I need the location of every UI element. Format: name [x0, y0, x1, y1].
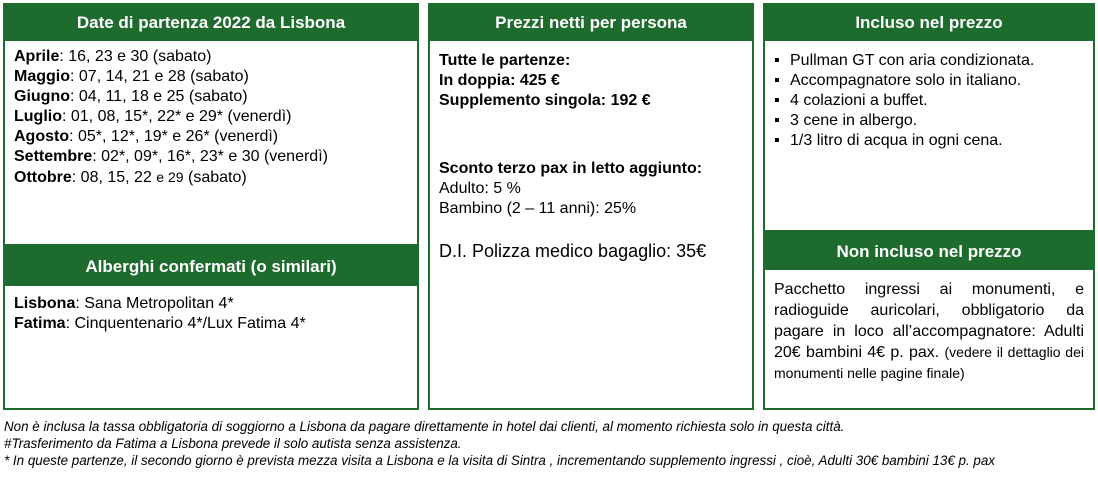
adult-discount: Adulto: 5 %: [439, 180, 521, 197]
included-item: ▪ Accompagnatore solo in italiano.: [774, 71, 1084, 91]
date-row-august: Agosto: 05*, 12*, 19* e 26* (venerdì): [14, 128, 279, 145]
footnotes: [4, 418, 1094, 469]
included-item: ▪ 1/3 litro di acqua in ogni cena.: [774, 131, 1084, 151]
hotels-box: [3, 246, 419, 410]
prices-title: Prezzi netti per persona: [430, 5, 752, 41]
prices-box: [428, 3, 754, 410]
child-discount: Bambino (2 – 11 anni): 25%: [439, 200, 637, 217]
date-row-september: Settembre: 02*, 09*, 16*, 23* e 30 (venerdì): [14, 148, 328, 165]
included-title: Incluso nel prezzo: [765, 5, 1093, 41]
included-item: ▪ Pullman GT con aria condizionata.: [774, 51, 1084, 71]
footnote-sintra: * In queste partenze, il secondo giorno è prevista mezza visita a Lisbona e la visita di Sintra , incrementando supplemento ingressi , cioè, Adulti 30€ bambini 13€ p. pax: [4, 453, 995, 468]
date-row-may: Maggio: 07, 14, 21 e 28 (sabato): [14, 68, 249, 85]
departure-dates-box: [3, 3, 419, 246]
third-pax-label: Sconto terzo pax in letto aggiunto:: [439, 160, 703, 177]
departure-dates-list: [5, 41, 417, 194]
date-row-june: Giugno: 04, 11, 18 e 25 (sabato): [14, 88, 248, 105]
date-row-july: Luglio: 01, 08, 15*, 22* e 29* (venerdì): [14, 108, 292, 125]
hotel-row-lisbon: Lisbona: Sana Metropolitan 4*: [14, 295, 234, 312]
hotels-list: [5, 286, 417, 340]
footnote-transfer: #Trasferimento da Fatima a Lisbona prevede il solo autista senza assistenza.: [4, 436, 462, 451]
not-included-text: Pacchetto ingressi ai monumenti, e radioguide auricolari, obbligatorio da pagare in loco all’accompagnatore: Adulti 20€ bambini 4€ p. pax. (vedere il dettaglio dei monumenti nelle pagine finale): [774, 281, 1084, 381]
footnote-city-tax: Non è inclusa la tassa obbligatoria di soggiorno a Lisbona da pagare direttamente in hotel dai clienti, al momento richiesta solo in questa città.: [4, 419, 845, 434]
included-box: [763, 3, 1095, 232]
not-included-box: [763, 232, 1095, 410]
not-included-title: Non incluso nel prezzo: [765, 234, 1093, 270]
prices-content: [430, 41, 752, 267]
single-supplement: Supplemento singola: 192 €: [439, 92, 651, 109]
date-row-october: Ottobre: 08, 15, 22 e 29 (sabato): [14, 169, 247, 186]
double-price: In doppia: 425 €: [439, 72, 560, 89]
date-row-april: Aprile: 16, 23 e 30 (sabato): [14, 48, 212, 65]
hotels-title: Alberghi confermati (o similari): [5, 248, 417, 286]
included-list: [765, 41, 1093, 157]
insurance-price: D.I. Polizza medico bagaglio: 35€: [439, 241, 707, 261]
departure-dates-title: Date di partenza 2022 da Lisbona: [5, 5, 417, 41]
all-departures-label: Tutte le partenze:: [439, 52, 571, 69]
included-item: ▪ 4 colazioni a buffet.: [774, 91, 1084, 111]
included-item: ▪ 3 cene in albergo.: [774, 111, 1084, 131]
hotel-row-fatima: Fatima: Cinquentenario 4*/Lux Fatima 4*: [14, 315, 306, 332]
